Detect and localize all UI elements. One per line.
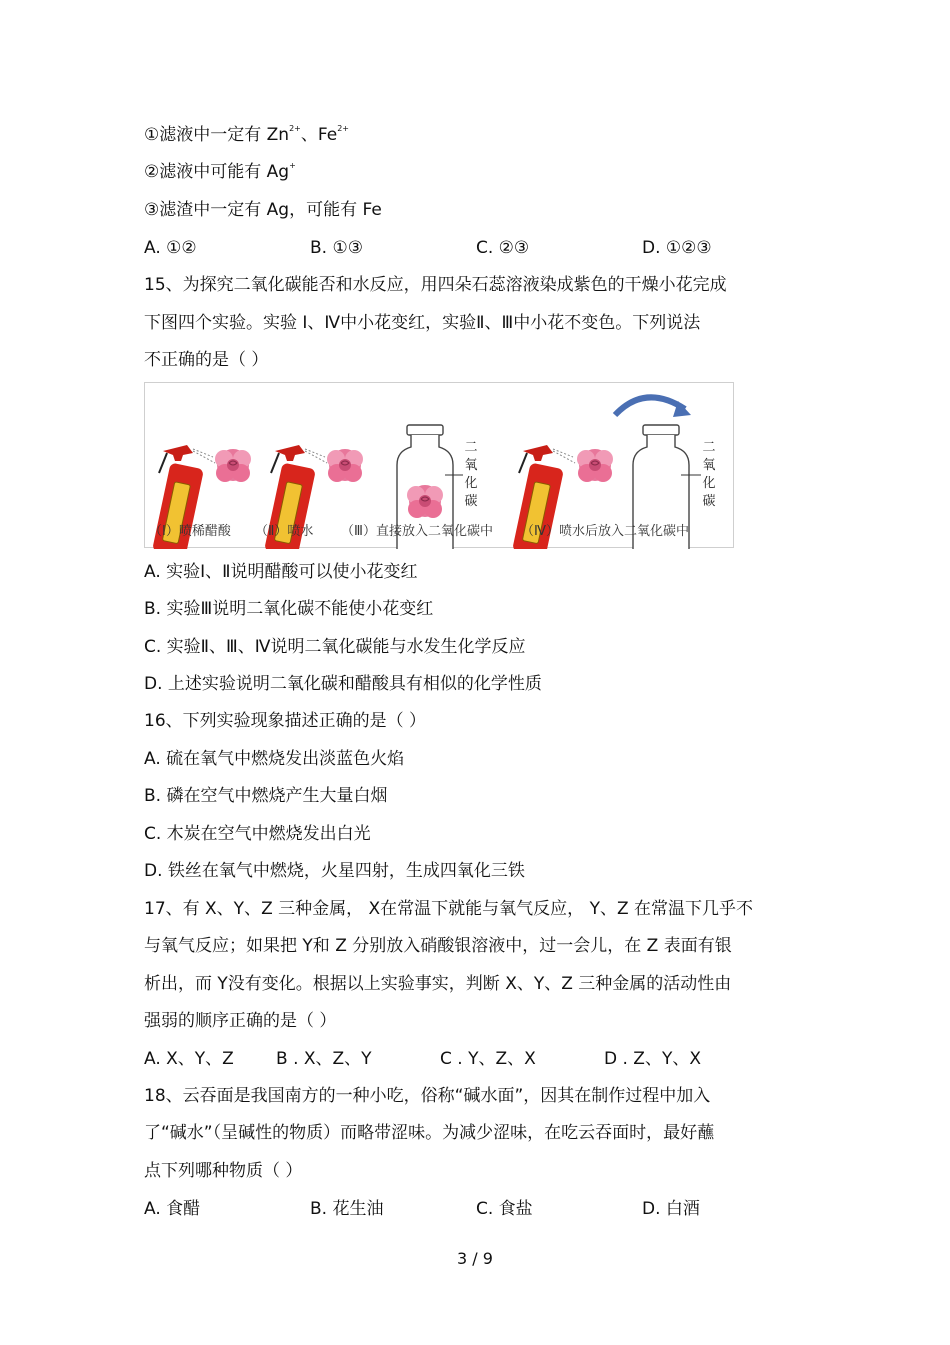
flower-icon (327, 449, 363, 482)
caption-1: （Ⅰ）喷稀醋酸 (149, 524, 231, 539)
q18-stem-line-3: 点下列哪种物质（ ） (144, 1161, 303, 1181)
page-number: 3 / 9 (457, 1249, 493, 1268)
q18-option-b[interactable]: B. 花生油 (310, 1199, 384, 1219)
q18-stem-line-1: 18、云吞面是我国南方的一种小吃，俗称“碱水面”，因其在制作过程中加入 (144, 1086, 711, 1106)
q14-statement-1: ①滤液中一定有 $Zn^{2+}$、$Fe^{2+}$ (144, 124, 349, 145)
q17-stem-line-3: 析出，而 Y没有变化。根据以上实验事实，判断 X、Y、Z 三种金属的活动性由 (144, 974, 732, 994)
q17-stem-line-4: 强弱的顺序正确的是（ ） (144, 1011, 337, 1031)
q14-option-a[interactable]: A. ①② (144, 238, 197, 258)
q15-option-c[interactable]: C. 实验Ⅱ、Ⅲ、Ⅳ说明二氧化碳能与水发生化学反应 (144, 637, 526, 657)
q15-stem-line-2: 下图四个实验。实验 Ⅰ、Ⅳ中小花变红，实验Ⅱ、Ⅲ中小花不变色。下列说法 (144, 313, 701, 333)
q18-stem-line-2: 了“碱水”（呈碱性的物质）而略带涩味。为减少涩味，在吃云吞面时，最好蘸 (144, 1123, 715, 1143)
q14-statement-3: ③滤渣中一定有 Ag，可能有 Fe (144, 200, 382, 220)
q17-option-d[interactable]: D . Z、Y、X (604, 1049, 701, 1069)
experiment-figure (144, 382, 734, 548)
q14-option-c[interactable]: C. ②③ (476, 238, 530, 258)
q16-option-c[interactable]: C. 木炭在空气中燃烧发出白光 (144, 824, 371, 844)
q16-option-b[interactable]: B. 磷在空气中燃烧产生大量白烟 (144, 786, 388, 806)
flower-icon (577, 449, 613, 482)
q15-option-b[interactable]: B. 实验Ⅲ说明二氧化碳不能使小花变红 (144, 599, 434, 619)
q16-stem: 16、下列实验现象描述正确的是（ ） (144, 711, 427, 731)
caption-2: （Ⅱ）喷水 (255, 524, 314, 539)
flower-icon (407, 485, 443, 518)
q17-option-a[interactable]: A. X、Y、Z (144, 1049, 234, 1069)
q16-option-d[interactable]: D. 铁丝在氧气中燃烧，火星四射，生成四氧化三铁 (144, 861, 525, 881)
q15-stem-line-1: 15、为探究二氧化碳能否和水反应，用四朵石蕊溶液染成紫色的干燥小花完成 (144, 275, 727, 295)
q17-option-b[interactable]: B . X、Z、Y (276, 1049, 372, 1069)
q14-statement-2: ②滤液中可能有 Ag+ (144, 161, 296, 182)
caption-4: （Ⅳ）喷水后放入二氧化碳中 (521, 524, 689, 539)
q17-stem-line-2: 与氧气反应；如果把 Y和 Z 分别放入硝酸银溶液中，过一会儿，在 Z 表面有银 (144, 936, 732, 956)
q14-option-b[interactable]: B. ①③ (310, 238, 363, 258)
co2-label-1: 二氧化碳 (464, 440, 478, 509)
q17-stem-line-1: 17、有 X、Y、Z 三种金属， X在常温下就能与氧气反应， Y、Z 在常温下几乎不 (144, 899, 754, 919)
q18-option-d[interactable]: D. 白酒 (642, 1199, 700, 1219)
q18-option-c[interactable]: C. 食盐 (476, 1199, 533, 1219)
q18-option-a[interactable]: A. 食醋 (144, 1199, 201, 1219)
co2-label-2: 二氧化碳 (702, 440, 716, 509)
q14-option-d[interactable]: D. ①②③ (642, 238, 712, 258)
q15-option-d[interactable]: D. 上述实验说明二氧化碳和醋酸具有相似的化学性质 (144, 674, 542, 694)
q16-option-a[interactable]: A. 硫在氧气中燃烧发出淡蓝色火焰 (144, 749, 405, 769)
flower-icon (215, 449, 251, 482)
caption-3: （Ⅲ）直接放入二氧化碳中 (341, 524, 493, 539)
q15-option-a[interactable]: A. 实验Ⅰ、Ⅱ说明醋酸可以使小花变红 (144, 562, 418, 582)
q15-stem-line-3: 不正确的是（ ） (144, 350, 269, 370)
q17-option-c[interactable]: C . Y、Z、X (440, 1049, 536, 1069)
